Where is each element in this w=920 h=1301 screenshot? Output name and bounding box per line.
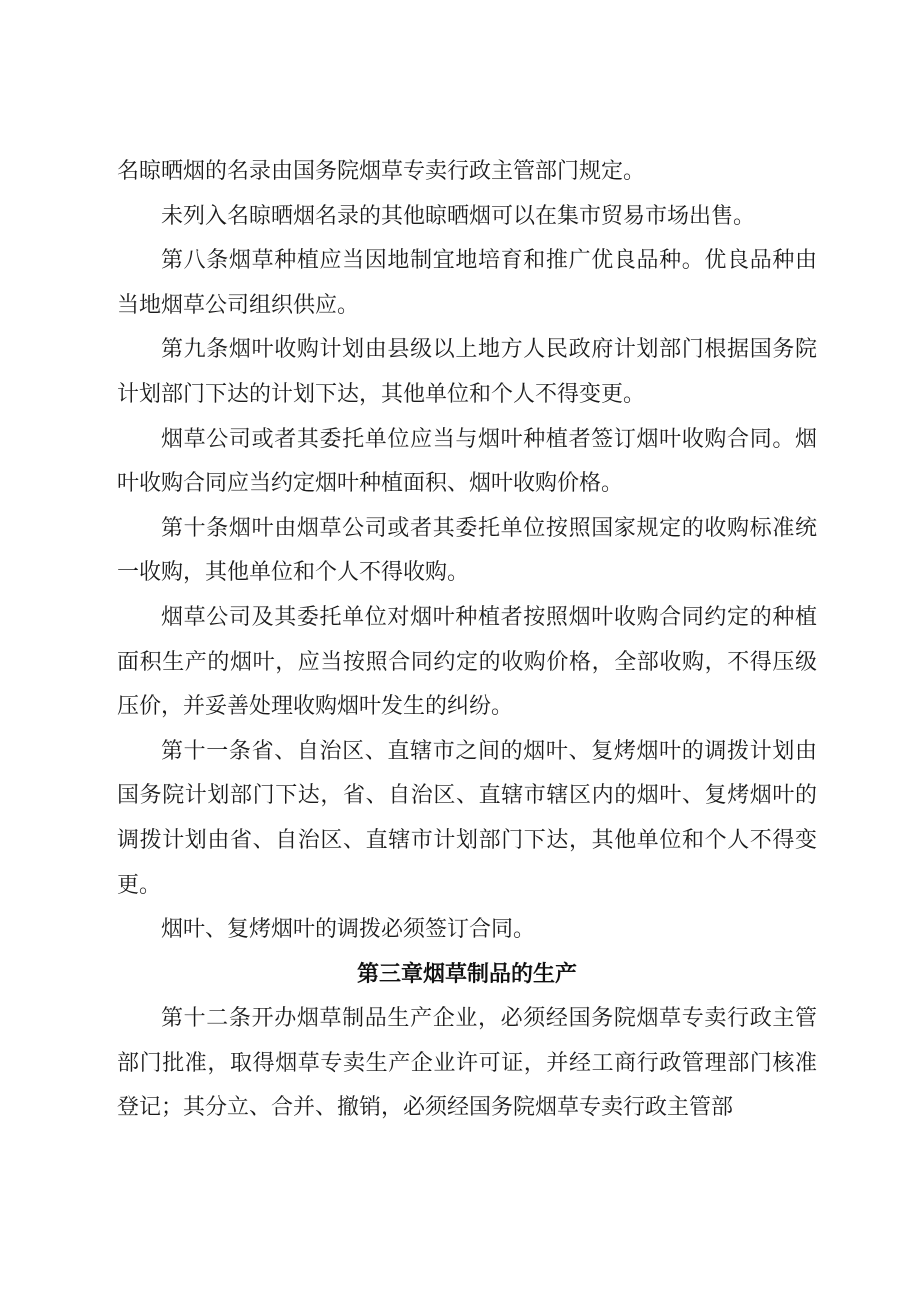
paragraph-continuation: 名晾晒烟的名录由国务院烟草专卖行政主管部门规定。	[117, 159, 646, 184]
paragraph: 烟叶、复烤烟叶的调拨必须签订合同。	[161, 917, 536, 943]
paragraph: 未列入名晾晒烟名录的其他晾晒烟可以在集市贸易市场出售。	[161, 203, 756, 229]
paragraph-article-10: 第十条烟叶由烟草公司或者其委托单位按照国家规定的收购标准统一收购，其他单位和个人不得收购。	[117, 515, 817, 586]
paragraph-article-12: 第十二条开办烟草制品生产企业，必须经国务院烟草专卖行政主管部门批准，取得烟草专卖生产企业许可证，并经工商行政管理部门核准登记；其分立、合并、撤销，必须经国务院烟草专卖行政主管部	[117, 1006, 817, 1121]
document-body	[117, 150, 817, 1131]
paragraph-article-8: 第八条烟草种植应当因地制宜地培育和推广优良品种。优良品种由当地烟草公司组织供应。	[117, 248, 817, 318]
paragraph: 烟草公司或者其委托单位应当与烟叶种植者签订烟叶收购合同。烟叶收购合同应当约定烟叶种植面积、烟叶收购价格。	[117, 426, 817, 497]
chapter-title: 第三章烟草制品的生产	[356, 961, 577, 987]
paragraph: 烟草公司及其委托单位对烟叶种植者按照烟叶收购合同约定的种植面积生产的烟叶，应当按照合同约定的收购价格，全部收购，不得压级压价，并妥善处理收购烟叶发生的纠纷。	[117, 604, 817, 720]
paragraph-article-11: 第十一条省、自治区、直辖市之间的烟叶、复烤烟叶的调拨计划由国务院计划部门下达，省、自治区、直辖市辖区内的烟叶、复烤烟叶的调拨计划由省、自治区、直辖市计划部门下达，其他单位和个人不得变更。	[117, 738, 817, 898]
paragraph-article-9: 第九条烟叶收购计划由县级以上地方人民政府计划部门根据国务院计划部门下达的计划下达，其他单位和个人不得变更。	[117, 337, 817, 407]
